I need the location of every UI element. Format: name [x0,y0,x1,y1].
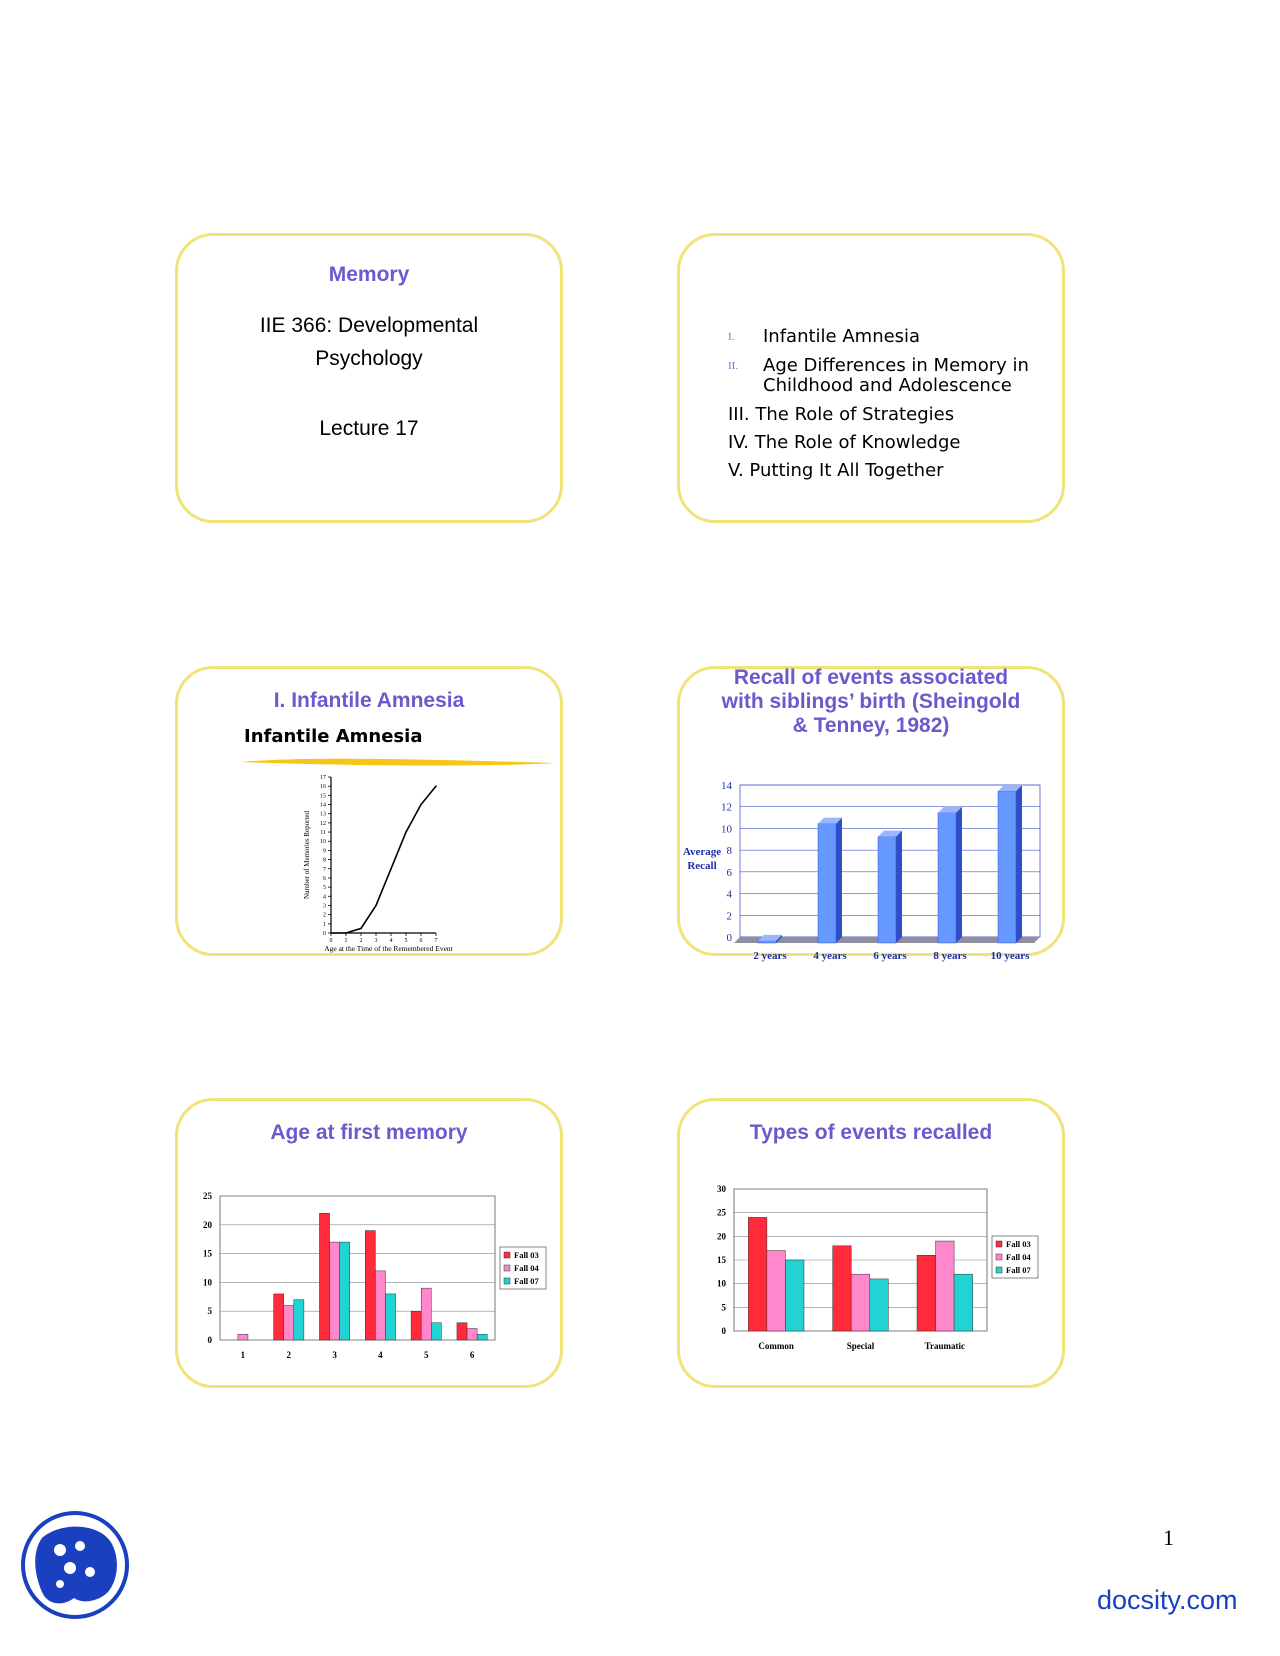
y-tick-label: 6 [323,875,326,882]
bar [878,837,896,943]
slide-5 [175,1098,563,1388]
x-tick-label: 1 [240,1350,246,1360]
agenda-number: II. [728,360,739,372]
bar [748,1217,767,1331]
y-tick-label: 10 [717,1278,726,1289]
bar [457,1323,467,1340]
y-tick-label: 1 [323,921,326,928]
data-point [390,868,392,870]
x-tick-label: 2 [359,938,363,944]
bar [954,1274,973,1331]
y-tick-label: 12 [320,820,326,827]
data-point [435,785,437,787]
x-tick-label: 4 [389,938,393,944]
data-point [330,932,332,934]
legend-label: Fall 07 [1006,1265,1031,1275]
x-tick-label: 4 [378,1350,383,1360]
first-memory-bar-chart [178,1179,563,1379]
y-tick-label: 4 [323,894,326,901]
y-tick-label: 0 [721,1326,726,1336]
y-tick-label: 11 [320,830,326,837]
y-tick-label: 20 [717,1231,726,1242]
y-tick-label: 25 [717,1207,726,1218]
bar-side [896,831,902,943]
slide-title: I. Infantile Amnesia [273,689,465,712]
y-tick-label: 5 [721,1302,726,1313]
slide-title-line-3: & Tenney, 1982) [792,714,950,737]
y-tick-label: 15 [717,1255,726,1265]
x-tick-label: 8 years [933,950,967,962]
bar [833,1246,852,1331]
bar-side [836,818,842,943]
y-tick-label: 3 [323,903,326,910]
slide-title: Types of events recalled [749,1121,993,1144]
y-tick-label: 5 [323,885,326,892]
agenda-text: Infantile Amnesia [763,326,921,347]
legend-swatch [996,1241,1002,1247]
infantile-amnesia-line-chart [296,769,536,959]
lecture-label: Lecture 17 [319,417,419,440]
slide-2 [677,233,1065,523]
legend-label: Fall 03 [1006,1239,1031,1249]
x-tick-label: 6 [419,938,423,944]
x-tick-label: 2 years [753,950,787,962]
x-tick-label: 2 [286,1350,291,1360]
course-line-2: Psychology [315,347,423,370]
bar [411,1311,421,1340]
bar [467,1328,477,1340]
bar-side [1016,785,1022,943]
data-point [345,932,347,934]
data-point [420,804,422,806]
data-point [360,928,362,930]
y-tick-label: 8 [726,845,732,858]
sibling-recall-bar-chart [672,769,1060,969]
bar [385,1294,395,1340]
page-number: 1 [1163,1525,1174,1550]
legend-label: Fall 04 [1006,1252,1031,1262]
y-tick-label: 0 [323,931,326,937]
x-tick-label: 1 [344,938,348,944]
slide-title-line-1: Recall of events associated [733,666,1009,689]
x-axis-label: Age at the Time of the Remembered Event [324,944,453,953]
x-tick-label: 6 [469,1350,475,1360]
y-tick-label: 30 [717,1184,726,1194]
bar [238,1334,248,1340]
legend-swatch [996,1267,1002,1273]
chart-subtitle: Infantile Amnesia [244,726,423,747]
y-axis-label: Number of Memories Reported [303,810,311,900]
slide-title: Age at first memory [270,1121,468,1144]
data-point [405,831,407,833]
legend-swatch [504,1278,510,1284]
x-tick-label: 5 [424,1350,429,1360]
legend-swatch [504,1252,510,1258]
agenda-text-cont: Childhood and Adolescence [763,375,1012,396]
agenda-text: V. Putting It All Together [728,460,944,481]
agenda-text: III. The Role of Strategies [728,404,955,425]
event-types-bar-chart [680,1177,1065,1377]
data-line [331,786,436,933]
docsity-logo-icon [20,1510,130,1620]
agenda-number: I. [728,331,735,343]
y-tick-label: 6 [726,866,732,879]
bar [319,1213,329,1340]
bar [767,1251,786,1331]
y-tick-label: 7 [323,866,326,873]
bar [870,1279,889,1331]
brand-link[interactable]: docsity.com [1097,1585,1238,1615]
bar [284,1305,294,1340]
bar [917,1255,936,1331]
bar [431,1323,441,1340]
slide-title-line-2: with siblings’ birth (Sheingold [721,690,1021,713]
x-tick-label: 4 years [813,950,847,962]
x-tick-label: 5 [404,938,408,944]
x-tick-label: 7 [434,938,438,944]
agenda-text: Age Differences in Memory in [763,355,1029,376]
bar [758,941,776,943]
y-tick-label: 25 [203,1191,212,1201]
bar [851,1274,870,1331]
legend-label: Fall 03 [514,1250,539,1260]
y-axis-label-line-2: Recall [687,860,717,872]
bar [785,1260,804,1331]
bar-side [956,807,962,943]
course-line-1: IIE 366: Developmental [259,314,479,337]
y-tick-label: 2 [726,910,732,923]
y-axis-label-line-1: Average [682,846,722,858]
legend-label: Fall 04 [514,1263,539,1273]
bar [938,813,956,943]
yellow-underline [238,755,558,769]
y-tick-label: 10 [320,839,326,846]
y-tick-label: 13 [320,811,326,818]
bar [274,1294,284,1340]
slide-3 [175,666,563,956]
slide-6 [677,1098,1065,1388]
x-tick-label: Special [846,1341,875,1351]
slide-1 [175,233,563,523]
bar [340,1242,350,1340]
y-tick-label: 10 [203,1277,212,1288]
bar [330,1242,340,1340]
y-tick-label: 15 [320,793,326,800]
bar [421,1288,431,1340]
plot-frame [220,1196,495,1340]
y-tick-label: 9 [323,848,326,855]
legend-swatch [996,1254,1002,1260]
x-tick-label: Common [758,1341,794,1351]
y-tick-label: 4 [726,888,732,901]
bar [936,1241,955,1331]
legend-swatch [504,1265,510,1271]
slide-4 [677,666,1065,962]
x-tick-label: Traumatic [924,1341,965,1351]
bar [365,1231,375,1340]
bar [818,824,836,943]
bar [998,791,1016,943]
y-tick-label: 20 [203,1219,212,1230]
y-tick-label: 16 [320,784,326,791]
y-tick-label: 10 [721,823,732,836]
x-tick-label: 0 [329,938,333,944]
agenda-text: IV. The Role of Knowledge [728,432,961,453]
data-point [375,905,377,907]
y-tick-label: 14 [320,802,326,809]
y-tick-label: 17 [320,775,326,781]
y-tick-label: 0 [726,932,732,944]
y-tick-label: 15 [203,1248,212,1259]
y-tick-label: 5 [207,1306,212,1317]
x-tick-label: 3 [374,938,378,944]
legend-label: Fall 07 [514,1276,539,1286]
bar [294,1300,304,1340]
bar [477,1334,487,1340]
y-tick-label: 14 [721,780,732,792]
x-tick-label: 6 years [873,950,907,962]
x-tick-label: 3 [332,1350,337,1360]
x-tick-label: 10 years [990,950,1030,962]
slide-title: Memory [328,263,410,286]
y-tick-label: 2 [323,912,326,919]
y-tick-label: 0 [207,1335,212,1345]
bar [375,1271,385,1340]
y-tick-label: 12 [721,801,732,814]
y-tick-label: 8 [323,857,326,864]
